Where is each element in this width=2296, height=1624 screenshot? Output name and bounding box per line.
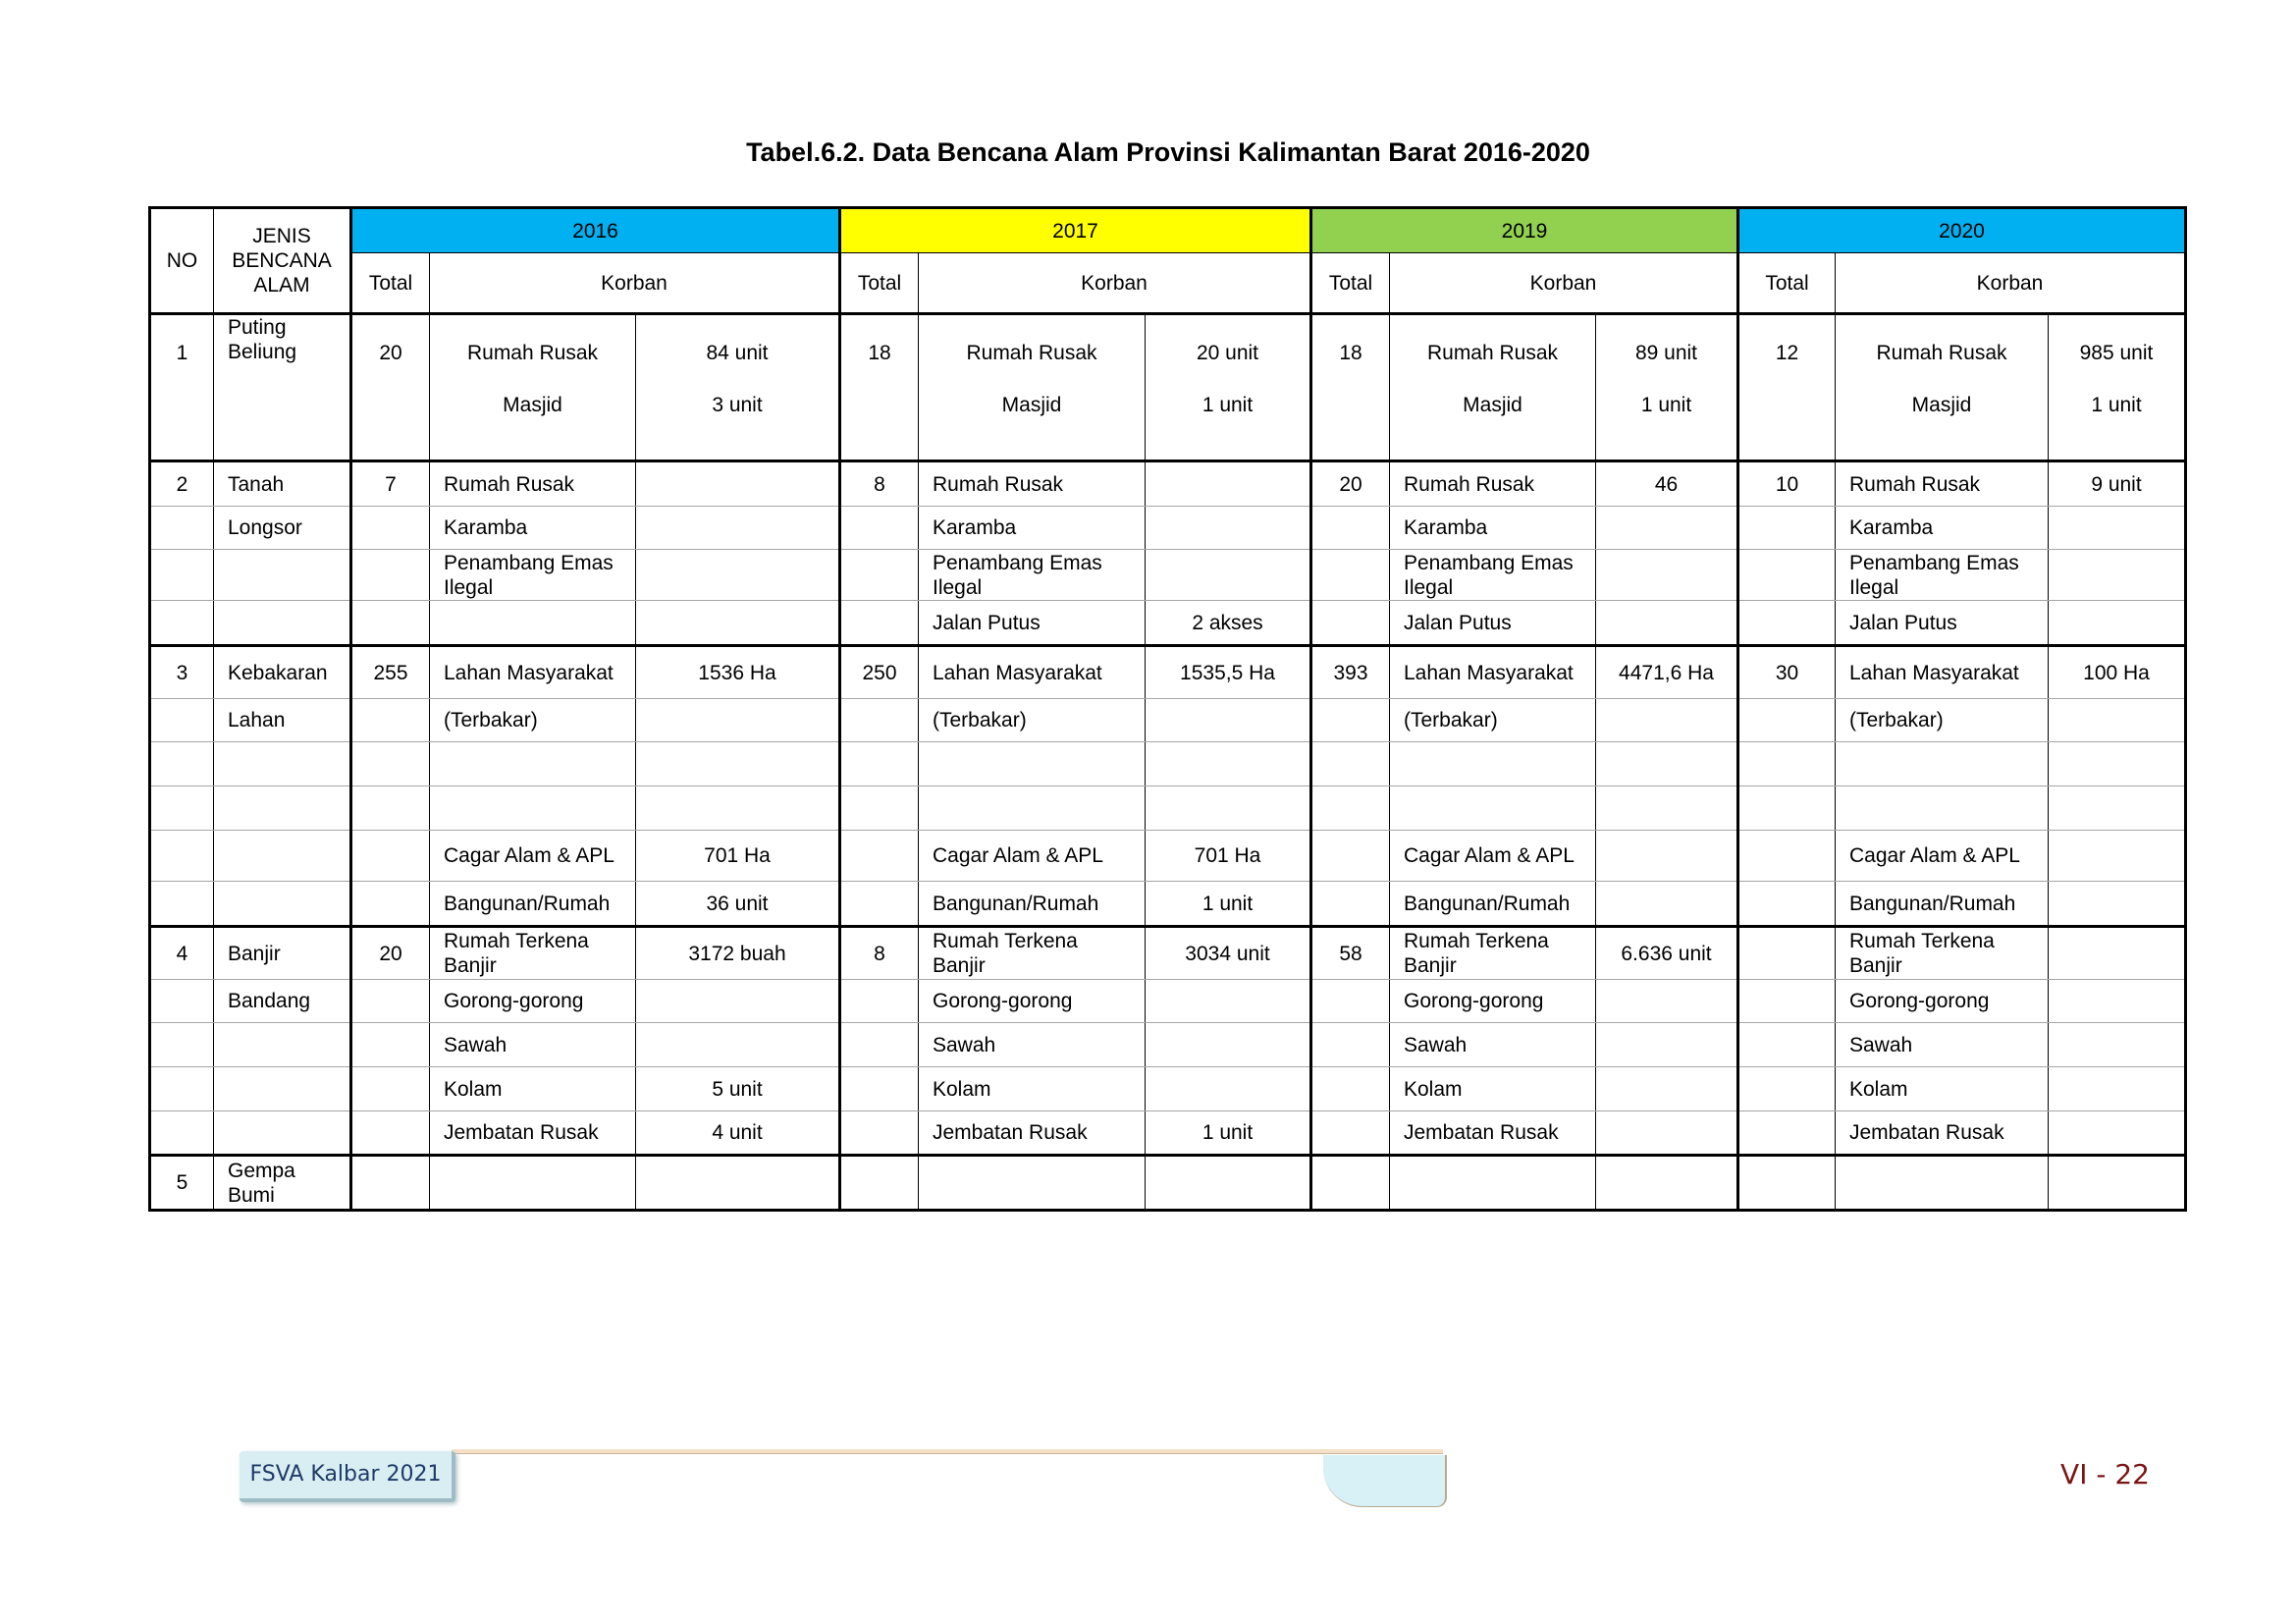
table-cell: 7 bbox=[351, 461, 430, 507]
header-korban: Korban bbox=[1390, 253, 1738, 314]
table-cell bbox=[1146, 786, 1311, 831]
table-cell bbox=[1311, 980, 1390, 1023]
table-cell bbox=[919, 742, 1146, 786]
table-cell bbox=[351, 980, 430, 1023]
table-cell bbox=[351, 1156, 430, 1211]
cell-jenis: Kebakaran bbox=[214, 646, 351, 699]
cell-jenis bbox=[214, 1023, 351, 1067]
cell-no bbox=[150, 1111, 214, 1156]
table-cell bbox=[1836, 1156, 2049, 1211]
cell-no bbox=[150, 980, 214, 1023]
table-cell bbox=[1596, 1156, 1738, 1211]
year-2019-header: 2019 bbox=[1311, 208, 1738, 253]
table-cell: Gorong-gorong bbox=[1390, 980, 1596, 1023]
table-cell: Gorong-gorong bbox=[919, 980, 1146, 1023]
table-cell bbox=[1596, 980, 1738, 1023]
table-cell: 393 bbox=[1311, 646, 1390, 699]
table-cell bbox=[351, 831, 430, 882]
cell-jenis: Gempa Bumi bbox=[214, 1156, 351, 1211]
table-cell: 18 bbox=[840, 314, 919, 393]
cell-no bbox=[150, 601, 214, 646]
table-cell: 985 unit bbox=[2049, 314, 2186, 393]
table-cell bbox=[351, 550, 430, 601]
year-2020-header: 2020 bbox=[1738, 208, 2186, 253]
table-cell bbox=[1146, 699, 1311, 742]
cell-jenis bbox=[214, 550, 351, 601]
table-cell bbox=[1738, 550, 1836, 601]
table-cell bbox=[840, 507, 919, 550]
table-cell bbox=[1146, 550, 1311, 601]
cell-no bbox=[150, 831, 214, 882]
table-cell: Karamba bbox=[1836, 507, 2049, 550]
table-row bbox=[150, 786, 2186, 831]
footer-rule bbox=[452, 1449, 1443, 1454]
header-jenis bbox=[214, 208, 351, 314]
table-cell bbox=[1596, 601, 1738, 646]
table-cell bbox=[840, 786, 919, 831]
table-cell bbox=[1146, 980, 1311, 1023]
table-cell bbox=[2049, 927, 2186, 980]
header-row-subcolumns bbox=[150, 253, 2186, 314]
table-cell: Bangunan/Rumah bbox=[919, 882, 1146, 927]
table-cell bbox=[2049, 699, 2186, 742]
year-2016-header: 2016 bbox=[351, 208, 840, 253]
table-cell: Lahan Masyarakat bbox=[1390, 646, 1596, 699]
table-cell: 20 bbox=[351, 927, 430, 980]
table-cell bbox=[1311, 507, 1390, 550]
cell-no bbox=[150, 882, 214, 927]
header-total: Total bbox=[1311, 253, 1390, 314]
table-cell bbox=[430, 742, 636, 786]
table-cell bbox=[2049, 980, 2186, 1023]
cell-no bbox=[150, 1067, 214, 1111]
table-cell: 8 bbox=[840, 927, 919, 980]
table-cell: 9 unit bbox=[2049, 461, 2186, 507]
cell-jenis bbox=[214, 786, 351, 831]
table-cell bbox=[1311, 601, 1390, 646]
table-cell bbox=[1311, 393, 1390, 461]
table-cell bbox=[1596, 699, 1738, 742]
table-cell bbox=[636, 601, 840, 646]
cell-no bbox=[150, 786, 214, 831]
table-cell: 701 Ha bbox=[1146, 831, 1311, 882]
table-cell: 18 bbox=[1311, 314, 1390, 393]
table-cell bbox=[2049, 550, 2186, 601]
table-cell bbox=[636, 1023, 840, 1067]
cell-no bbox=[150, 507, 214, 550]
table-cell bbox=[1311, 699, 1390, 742]
cell-no bbox=[150, 1023, 214, 1067]
table-cell bbox=[840, 980, 919, 1023]
table-cell: (Terbakar) bbox=[1836, 699, 2049, 742]
table-cell bbox=[636, 550, 840, 601]
table-cell bbox=[351, 507, 430, 550]
disaster-data-table bbox=[148, 206, 2187, 1212]
table-cell bbox=[840, 831, 919, 882]
table-title: Tabel.6.2. Data Bencana Alam Provinsi Kalimantan Barat 2016-2020 bbox=[746, 137, 1590, 167]
table-cell bbox=[636, 742, 840, 786]
table-cell: Kolam bbox=[430, 1067, 636, 1111]
table-row bbox=[150, 507, 2186, 550]
table-cell bbox=[351, 786, 430, 831]
table-cell: 84 unit bbox=[636, 314, 840, 393]
table-cell: 701 Ha bbox=[636, 831, 840, 882]
table-cell: Sawah bbox=[430, 1023, 636, 1067]
table-cell: Rumah Rusak bbox=[430, 461, 636, 507]
table-cell: Penambang Emas Ilegal bbox=[1836, 550, 2049, 601]
table-cell: Penambang Emas Ilegal bbox=[919, 550, 1146, 601]
table-cell: 8 bbox=[840, 461, 919, 507]
table-row bbox=[150, 461, 2186, 507]
header-no: NO bbox=[150, 208, 214, 314]
cell-no bbox=[150, 550, 214, 601]
table-cell: Masjid bbox=[1836, 393, 2049, 461]
table-cell bbox=[2049, 507, 2186, 550]
cell-jenis bbox=[214, 393, 351, 461]
table-cell bbox=[1311, 1111, 1390, 1156]
cell-no: 4 bbox=[150, 927, 214, 980]
table-cell bbox=[430, 601, 636, 646]
table-cell: 12 bbox=[1738, 314, 1836, 393]
table-cell bbox=[2049, 1111, 2186, 1156]
table-cell bbox=[1390, 742, 1596, 786]
table-cell bbox=[2049, 831, 2186, 882]
table-cell bbox=[840, 742, 919, 786]
table-cell: 255 bbox=[351, 646, 430, 699]
table-cell bbox=[2049, 882, 2186, 927]
header-korban: Korban bbox=[919, 253, 1311, 314]
table-cell bbox=[636, 461, 840, 507]
table-cell bbox=[919, 786, 1146, 831]
table-cell bbox=[1738, 601, 1836, 646]
table-cell bbox=[840, 1111, 919, 1156]
table-row bbox=[150, 646, 2186, 699]
table-cell bbox=[1738, 742, 1836, 786]
cell-no: 5 bbox=[150, 1156, 214, 1211]
header-jenis-line1: JENIS bbox=[252, 225, 311, 247]
table-cell bbox=[1146, 1156, 1311, 1211]
table-row bbox=[150, 1067, 2186, 1111]
table-cell: Rumah Terkena Banjir bbox=[430, 927, 636, 980]
table-cell bbox=[351, 699, 430, 742]
table-cell bbox=[1596, 742, 1738, 786]
table-cell: Jembatan Rusak bbox=[919, 1111, 1146, 1156]
table-cell: 4471,6 Ha bbox=[1596, 646, 1738, 699]
footer-report-tag: FSVA Kalbar 2021 bbox=[240, 1451, 455, 1502]
table-cell: (Terbakar) bbox=[1390, 699, 1596, 742]
table-cell: 3034 unit bbox=[1146, 927, 1311, 980]
table-cell bbox=[1836, 742, 2049, 786]
table-cell bbox=[1311, 1156, 1390, 1211]
cell-jenis bbox=[214, 882, 351, 927]
table-cell: Cagar Alam & APL bbox=[1836, 831, 2049, 882]
page-number: VI - 22 bbox=[2060, 1458, 2150, 1490]
table-cell: 250 bbox=[840, 646, 919, 699]
table-cell bbox=[1596, 1111, 1738, 1156]
table-cell: Rumah Terkena Banjir bbox=[1390, 927, 1596, 980]
table-cell bbox=[351, 601, 430, 646]
table-cell: Gorong-gorong bbox=[1836, 980, 2049, 1023]
cell-jenis bbox=[214, 1111, 351, 1156]
table-cell bbox=[1596, 882, 1738, 927]
table-cell bbox=[636, 507, 840, 550]
cell-no: 1 bbox=[150, 314, 214, 393]
table-cell: 1 unit bbox=[2049, 393, 2186, 461]
table-row bbox=[150, 927, 2186, 980]
table-cell: Masjid bbox=[1390, 393, 1596, 461]
table-cell: 3 unit bbox=[636, 393, 840, 461]
cell-jenis: Bandang bbox=[214, 980, 351, 1023]
table-cell bbox=[1146, 742, 1311, 786]
table-row bbox=[150, 601, 2186, 646]
table-row bbox=[150, 1111, 2186, 1156]
table-cell bbox=[1146, 1023, 1311, 1067]
table-cell: Lahan Masyarakat bbox=[430, 646, 636, 699]
table-cell: 20 bbox=[351, 314, 430, 393]
table-cell bbox=[351, 1023, 430, 1067]
table-cell: 1 unit bbox=[1146, 393, 1311, 461]
table-cell bbox=[1390, 786, 1596, 831]
table-cell bbox=[351, 742, 430, 786]
header-korban: Korban bbox=[430, 253, 840, 314]
table-cell bbox=[1311, 882, 1390, 927]
table-cell bbox=[1738, 927, 1836, 980]
table-cell: Cagar Alam & APL bbox=[430, 831, 636, 882]
table-cell bbox=[1311, 550, 1390, 601]
table-cell: 1 unit bbox=[1146, 1111, 1311, 1156]
table-cell: 4 unit bbox=[636, 1111, 840, 1156]
table-cell: Kolam bbox=[919, 1067, 1146, 1111]
table-cell bbox=[1738, 1156, 1836, 1211]
table-cell: Rumah Rusak bbox=[1390, 314, 1596, 393]
table-cell: Sawah bbox=[1390, 1023, 1596, 1067]
table-cell: (Terbakar) bbox=[919, 699, 1146, 742]
table-cell: Rumah Rusak bbox=[919, 461, 1146, 507]
cell-jenis: Tanah bbox=[214, 461, 351, 507]
table-cell: Gorong-gorong bbox=[430, 980, 636, 1023]
table-cell bbox=[1146, 507, 1311, 550]
table-cell bbox=[1738, 786, 1836, 831]
table-cell: Karamba bbox=[1390, 507, 1596, 550]
table-cell: Lahan Masyarakat bbox=[919, 646, 1146, 699]
table-cell: Bangunan/Rumah bbox=[1836, 882, 2049, 927]
table-cell: Jembatan Rusak bbox=[1836, 1111, 2049, 1156]
table-cell bbox=[840, 1067, 919, 1111]
table-cell bbox=[1146, 1067, 1311, 1111]
table-row bbox=[150, 393, 2186, 461]
table-cell bbox=[1390, 1156, 1596, 1211]
cell-jenis: Puting Beliung bbox=[214, 314, 351, 393]
table-cell: Rumah Terkena Banjir bbox=[919, 927, 1146, 980]
table-cell bbox=[840, 699, 919, 742]
table-cell: 1 unit bbox=[1596, 393, 1738, 461]
table-cell: 5 unit bbox=[636, 1067, 840, 1111]
table-cell: Lahan Masyarakat bbox=[1836, 646, 2049, 699]
table-cell: Masjid bbox=[430, 393, 636, 461]
header-jenis-line2: BENCANA ALAM bbox=[232, 249, 332, 297]
table-cell bbox=[351, 1111, 430, 1156]
table-cell bbox=[840, 882, 919, 927]
table-cell bbox=[636, 1156, 840, 1211]
table-cell bbox=[636, 980, 840, 1023]
table-cell: Rumah Terkena Banjir bbox=[1836, 927, 2049, 980]
table-cell: Cagar Alam & APL bbox=[919, 831, 1146, 882]
table-cell bbox=[2049, 1156, 2186, 1211]
table-cell bbox=[351, 882, 430, 927]
cell-no bbox=[150, 742, 214, 786]
table-cell bbox=[1596, 550, 1738, 601]
table-cell bbox=[1596, 1067, 1738, 1111]
table-cell bbox=[2049, 1067, 2186, 1111]
table-cell: Rumah Rusak bbox=[1390, 461, 1596, 507]
table-cell: 36 unit bbox=[636, 882, 840, 927]
table-cell: Masjid bbox=[919, 393, 1146, 461]
table-cell: Cagar Alam & APL bbox=[1390, 831, 1596, 882]
table-cell: Sawah bbox=[1836, 1023, 2049, 1067]
table-cell bbox=[1311, 742, 1390, 786]
table-row bbox=[150, 314, 2186, 393]
cell-jenis bbox=[214, 1067, 351, 1111]
table-cell: Jembatan Rusak bbox=[430, 1111, 636, 1156]
table-cell bbox=[1738, 699, 1836, 742]
table-cell: Sawah bbox=[919, 1023, 1146, 1067]
table-cell bbox=[840, 1156, 919, 1211]
table-cell: 30 bbox=[1738, 646, 1836, 699]
table-cell: 100 Ha bbox=[2049, 646, 2186, 699]
table-cell bbox=[2049, 742, 2186, 786]
table-cell bbox=[1311, 1067, 1390, 1111]
table-cell: Bangunan/Rumah bbox=[430, 882, 636, 927]
table-cell bbox=[840, 601, 919, 646]
table-cell: 20 bbox=[1311, 461, 1390, 507]
table-cell bbox=[2049, 601, 2186, 646]
table-cell: Rumah Rusak bbox=[919, 314, 1146, 393]
table-cell bbox=[840, 1023, 919, 1067]
table-cell bbox=[636, 786, 840, 831]
table-cell: Penambang Emas Ilegal bbox=[1390, 550, 1596, 601]
table-cell: 3172 buah bbox=[636, 927, 840, 980]
table-cell bbox=[1738, 882, 1836, 927]
header-total: Total bbox=[840, 253, 919, 314]
table-cell: Kolam bbox=[1390, 1067, 1596, 1111]
table-cell: 89 unit bbox=[1596, 314, 1738, 393]
table-cell: Rumah Rusak bbox=[1836, 461, 2049, 507]
table-cell bbox=[1738, 1067, 1836, 1111]
table-cell: 20 unit bbox=[1146, 314, 1311, 393]
table-cell bbox=[1596, 786, 1738, 831]
cell-no: 2 bbox=[150, 461, 214, 507]
table-cell: Jalan Putus bbox=[1836, 601, 2049, 646]
table-cell: Bangunan/Rumah bbox=[1390, 882, 1596, 927]
table-cell bbox=[1311, 831, 1390, 882]
table-cell: Jalan Putus bbox=[1390, 601, 1596, 646]
table-cell bbox=[1311, 786, 1390, 831]
table-cell bbox=[430, 786, 636, 831]
table-row bbox=[150, 1156, 2186, 1211]
table-cell: Kolam bbox=[1836, 1067, 2049, 1111]
cell-no bbox=[150, 393, 214, 461]
table-row bbox=[150, 742, 2186, 786]
table-cell bbox=[1311, 1023, 1390, 1067]
table-cell bbox=[636, 699, 840, 742]
table-cell bbox=[1738, 831, 1836, 882]
year-2017-header: 2017 bbox=[840, 208, 1311, 253]
table-cell: Karamba bbox=[919, 507, 1146, 550]
table-row bbox=[150, 1023, 2186, 1067]
table-cell: Rumah Rusak bbox=[1836, 314, 2049, 393]
table-row bbox=[150, 882, 2186, 927]
cell-jenis: Lahan bbox=[214, 699, 351, 742]
header-row-years bbox=[150, 208, 2186, 253]
table-cell: Jembatan Rusak bbox=[1390, 1111, 1596, 1156]
table-cell bbox=[351, 1067, 430, 1111]
table-cell bbox=[1738, 980, 1836, 1023]
table-cell: 2 akses bbox=[1146, 601, 1311, 646]
table-cell bbox=[840, 393, 919, 461]
header-korban: Korban bbox=[1836, 253, 2186, 314]
cell-jenis: Longsor bbox=[214, 507, 351, 550]
table-cell: 1 unit bbox=[1146, 882, 1311, 927]
table-cell: 46 bbox=[1596, 461, 1738, 507]
footer-wave-decoration bbox=[1323, 1455, 1447, 1507]
table-cell bbox=[1738, 1111, 1836, 1156]
cell-jenis bbox=[214, 831, 351, 882]
cell-no bbox=[150, 699, 214, 742]
table-cell bbox=[1738, 393, 1836, 461]
table-cell: Rumah Rusak bbox=[430, 314, 636, 393]
header-total: Total bbox=[351, 253, 430, 314]
header-total: Total bbox=[1738, 253, 1836, 314]
table-cell: Karamba bbox=[430, 507, 636, 550]
table-row bbox=[150, 831, 2186, 882]
table-cell bbox=[919, 1156, 1146, 1211]
table-cell: 10 bbox=[1738, 461, 1836, 507]
table-cell: 1536 Ha bbox=[636, 646, 840, 699]
table-cell bbox=[2049, 786, 2186, 831]
table-cell: Jalan Putus bbox=[919, 601, 1146, 646]
table-cell: (Terbakar) bbox=[430, 699, 636, 742]
table-cell bbox=[1146, 461, 1311, 507]
table-cell bbox=[1738, 507, 1836, 550]
table-cell: 58 bbox=[1311, 927, 1390, 980]
table-cell: 6.636 unit bbox=[1596, 927, 1738, 980]
cell-no: 3 bbox=[150, 646, 214, 699]
table-cell bbox=[1596, 831, 1738, 882]
table-row bbox=[150, 699, 2186, 742]
table-cell bbox=[1596, 507, 1738, 550]
cell-jenis: Banjir bbox=[214, 927, 351, 980]
table-row bbox=[150, 980, 2186, 1023]
table-cell bbox=[430, 1156, 636, 1211]
table-cell bbox=[2049, 1023, 2186, 1067]
cell-jenis bbox=[214, 742, 351, 786]
table-cell bbox=[840, 550, 919, 601]
table-row bbox=[150, 550, 2186, 601]
table-cell bbox=[351, 393, 430, 461]
table-cell: Penambang Emas Ilegal bbox=[430, 550, 636, 601]
table-cell bbox=[1738, 1023, 1836, 1067]
table-cell bbox=[1836, 786, 2049, 831]
table-cell bbox=[1596, 1023, 1738, 1067]
table-cell: 1535,5 Ha bbox=[1146, 646, 1311, 699]
cell-jenis bbox=[214, 601, 351, 646]
